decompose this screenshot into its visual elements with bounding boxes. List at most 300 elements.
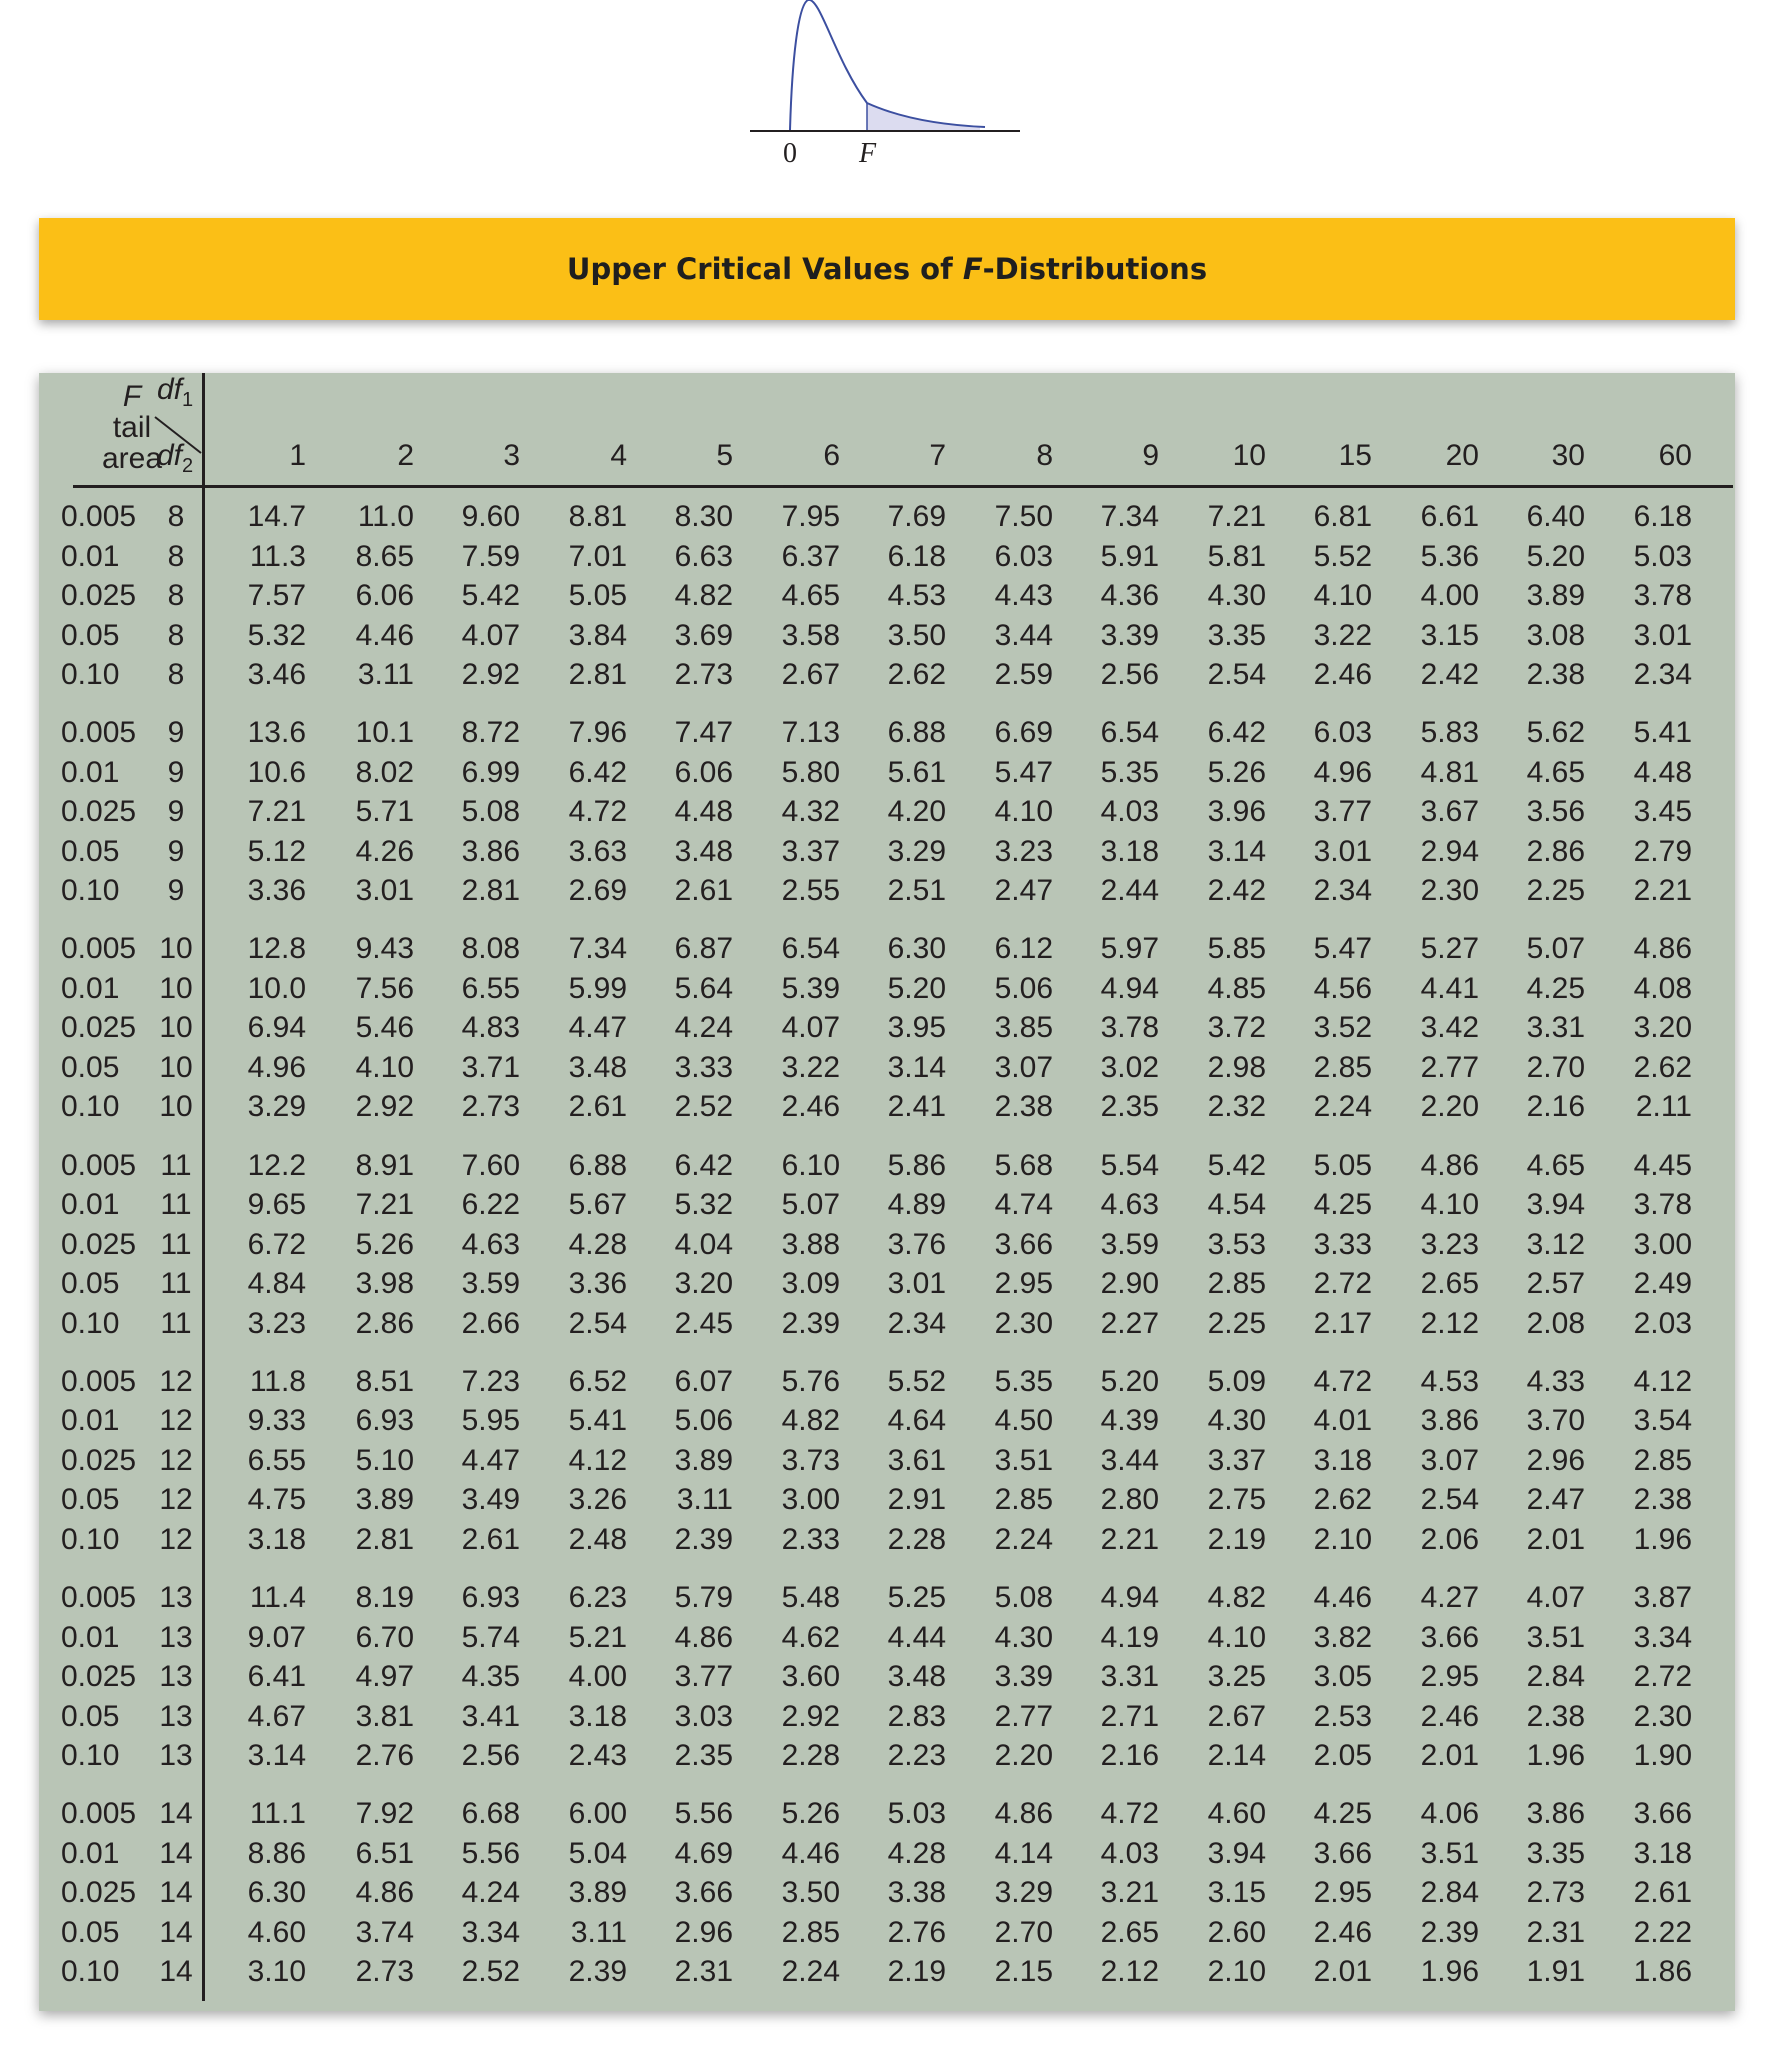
tail-area-cell: 0.10 bbox=[61, 1955, 120, 1989]
critical-value-cell: 7.47 bbox=[674, 716, 733, 750]
critical-value-cell: 5.52 bbox=[887, 1364, 946, 1398]
critical-value-cell: 2.32 bbox=[1207, 1090, 1266, 1124]
critical-value-cell: 2.44 bbox=[1100, 874, 1159, 908]
df2-cell: 10 bbox=[159, 932, 193, 966]
table-row bbox=[39, 1404, 1735, 1443]
critical-value-cell: 4.86 bbox=[1420, 1148, 1479, 1182]
df2-cell: 14 bbox=[159, 1915, 193, 1949]
critical-value-cell: 4.30 bbox=[1207, 579, 1266, 612]
critical-value-cell: 5.32 bbox=[247, 618, 306, 652]
critical-value-cell: 3.33 bbox=[1313, 1227, 1372, 1261]
critical-value-cell: 2.52 bbox=[674, 1090, 733, 1124]
critical-value-cell: 3.21 bbox=[1100, 1876, 1159, 1910]
critical-value-cell: 5.42 bbox=[461, 579, 520, 612]
df2-cell: 8 bbox=[167, 658, 185, 691]
critical-value-cell: 5.09 bbox=[1207, 1364, 1266, 1398]
critical-value-cell: 4.12 bbox=[1633, 1364, 1692, 1398]
tail-area-cell: 0.005 bbox=[61, 1797, 137, 1831]
critical-value-cell: 2.31 bbox=[674, 1955, 733, 1989]
critical-value-cell: 3.18 bbox=[568, 1699, 627, 1733]
critical-value-cell: 3.44 bbox=[994, 618, 1053, 652]
critical-value-cell: 2.61 bbox=[461, 1522, 520, 1556]
critical-value-cell: 3.01 bbox=[1633, 618, 1692, 652]
df2-cell: 13 bbox=[159, 1660, 193, 1693]
tail-area-cell: 0.005 bbox=[61, 500, 137, 533]
df1-header: $df_1$ bbox=[157, 373, 194, 411]
df2-cell: 8 bbox=[167, 579, 185, 612]
critical-value-cell: 3.20 bbox=[1633, 1011, 1692, 1045]
critical-value-cell: 3.35 bbox=[1207, 618, 1266, 652]
critical-value-cell: 6.55 bbox=[461, 971, 520, 1005]
df1-column-header: 20 bbox=[1445, 439, 1479, 472]
critical-value-cell: 5.62 bbox=[1526, 716, 1585, 750]
critical-value-cell: 4.74 bbox=[994, 1188, 1053, 1222]
critical-value-cell: 8.86 bbox=[247, 1836, 306, 1870]
critical-value-cell: 3.31 bbox=[1100, 1660, 1159, 1693]
critical-value-cell: 2.19 bbox=[887, 1955, 946, 1989]
tail-area-cell: 0.005 bbox=[61, 716, 137, 750]
critical-value-cell: 4.86 bbox=[674, 1620, 733, 1654]
critical-value-cell: 5.61 bbox=[887, 755, 946, 789]
critical-value-cell: 4.41 bbox=[1420, 971, 1479, 1005]
critical-value-cell: 4.30 bbox=[994, 1620, 1053, 1654]
tail-area-cell: 0.05 bbox=[61, 834, 120, 868]
table-row bbox=[39, 658, 1735, 697]
critical-value-cell: 2.21 bbox=[1100, 1522, 1159, 1556]
critical-value-cell: 7.34 bbox=[1100, 500, 1159, 533]
critical-value-cell: 4.28 bbox=[568, 1227, 627, 1261]
critical-value-cell: 4.46 bbox=[781, 1836, 840, 1870]
critical-value-cell: 5.26 bbox=[1207, 755, 1266, 789]
df2-cell: 13 bbox=[159, 1581, 193, 1614]
critical-value-cell: 2.15 bbox=[994, 1955, 1053, 1989]
critical-value-cell: 4.45 bbox=[1633, 1148, 1692, 1182]
critical-value-cell: 5.20 bbox=[1100, 1364, 1159, 1398]
critical-value-cell: 5.08 bbox=[994, 1581, 1053, 1614]
critical-value-cell: 3.86 bbox=[461, 834, 520, 868]
critical-value-cell: 2.65 bbox=[1100, 1915, 1159, 1949]
f-value-label: F bbox=[859, 138, 877, 169]
critical-value-cell: 3.00 bbox=[781, 1483, 840, 1517]
critical-value-cell: 2.61 bbox=[1633, 1876, 1692, 1910]
critical-value-cell: 6.40 bbox=[1526, 500, 1585, 533]
tail-area-cell: 0.025 bbox=[61, 579, 137, 612]
critical-value-cell: 2.34 bbox=[887, 1306, 946, 1340]
critical-value-cell: 7.01 bbox=[568, 539, 627, 573]
critical-value-cell: 7.21 bbox=[247, 795, 306, 829]
critical-value-cell: 1.90 bbox=[1633, 1739, 1692, 1772]
critical-value-cell: 2.41 bbox=[887, 1090, 946, 1124]
critical-value-cell: 3.23 bbox=[1420, 1227, 1479, 1261]
critical-value-cell: 3.07 bbox=[1420, 1443, 1479, 1477]
critical-value-cell: 5.07 bbox=[781, 1188, 840, 1222]
critical-value-cell: 3.96 bbox=[1207, 795, 1266, 829]
critical-value-cell: 3.66 bbox=[674, 1876, 733, 1910]
tail-area-cell: 0.025 bbox=[61, 1227, 137, 1261]
critical-value-cell: 8.65 bbox=[355, 539, 414, 573]
critical-value-cell: 2.95 bbox=[1420, 1660, 1479, 1693]
critical-value-cell: 2.03 bbox=[1633, 1306, 1692, 1340]
df2-cell: 10 bbox=[159, 1011, 193, 1045]
critical-value-cell: 4.50 bbox=[994, 1404, 1053, 1438]
critical-value-cell: 6.52 bbox=[568, 1364, 627, 1398]
critical-value-cell: 2.95 bbox=[1313, 1876, 1372, 1910]
table-row bbox=[39, 874, 1735, 913]
critical-value-cell: 3.05 bbox=[1313, 1660, 1372, 1693]
df2-cell: 9 bbox=[167, 755, 185, 789]
critical-value-cell: 4.35 bbox=[461, 1660, 520, 1693]
df1-column-header: 4 bbox=[610, 439, 627, 472]
critical-value-cell: 3.36 bbox=[568, 1267, 627, 1301]
critical-value-cell: 2.42 bbox=[1420, 658, 1479, 691]
critical-value-cell: 4.28 bbox=[887, 1836, 946, 1870]
critical-value-cell: 2.92 bbox=[355, 1090, 414, 1124]
tail-area-cell: 0.01 bbox=[61, 1404, 120, 1438]
critical-value-cell: 7.13 bbox=[781, 716, 840, 750]
critical-value-cell: 6.63 bbox=[674, 539, 733, 573]
critical-value-cell: 7.21 bbox=[355, 1188, 414, 1222]
critical-value-cell: 3.36 bbox=[247, 874, 306, 908]
critical-value-cell: 6.51 bbox=[355, 1836, 414, 1870]
critical-value-cell: 4.03 bbox=[1100, 1836, 1159, 1870]
critical-value-cell: 2.70 bbox=[994, 1915, 1053, 1949]
critical-value-cell: 3.86 bbox=[1420, 1404, 1479, 1438]
critical-value-cell: 2.47 bbox=[994, 874, 1053, 908]
critical-value-cell: 5.05 bbox=[1313, 1148, 1372, 1182]
tail-area-cell: 0.005 bbox=[61, 1581, 137, 1614]
critical-value-cell: 10.0 bbox=[247, 971, 306, 1005]
critical-value-cell: 6.03 bbox=[1313, 716, 1372, 750]
critical-value-cell: 6.42 bbox=[568, 755, 627, 789]
critical-value-cell: 4.85 bbox=[1207, 971, 1266, 1005]
critical-value-cell: 4.97 bbox=[355, 1660, 414, 1693]
critical-value-cell: 3.95 bbox=[887, 1011, 946, 1045]
critical-value-cell: 5.86 bbox=[887, 1148, 946, 1182]
critical-value-cell: 2.28 bbox=[887, 1522, 946, 1556]
critical-value-cell: 5.41 bbox=[1633, 716, 1692, 750]
critical-value-cell: 7.56 bbox=[355, 971, 414, 1005]
df2-cell: 13 bbox=[159, 1699, 193, 1733]
critical-value-cell: 4.10 bbox=[1420, 1188, 1479, 1222]
critical-value-cell: 9.60 bbox=[461, 500, 520, 533]
critical-value-cell: 2.12 bbox=[1100, 1955, 1159, 1989]
critical-value-cell: 2.96 bbox=[1526, 1443, 1585, 1477]
critical-value-cell: 3.29 bbox=[994, 1876, 1053, 1910]
critical-value-cell: 2.77 bbox=[994, 1699, 1053, 1733]
critical-value-cell: 3.45 bbox=[1633, 795, 1692, 829]
critical-value-cell: 2.77 bbox=[1420, 1050, 1479, 1084]
critical-value-cell: 8.51 bbox=[355, 1364, 414, 1398]
critical-value-cell: 10.6 bbox=[247, 755, 306, 789]
df1-column-header: 3 bbox=[503, 439, 520, 472]
table-row bbox=[39, 1581, 1735, 1620]
critical-value-cell: 4.81 bbox=[1420, 755, 1479, 789]
critical-value-cell: 1.96 bbox=[1633, 1522, 1692, 1556]
tail-area-cell: 0.10 bbox=[61, 1522, 120, 1556]
critical-value-cell: 3.52 bbox=[1313, 1011, 1372, 1045]
df2-cell: 12 bbox=[159, 1364, 193, 1398]
table-row bbox=[39, 1797, 1735, 1836]
critical-value-cell: 3.49 bbox=[461, 1483, 520, 1517]
critical-value-cell: 10.1 bbox=[355, 716, 414, 750]
critical-value-cell: 2.49 bbox=[1633, 1267, 1692, 1301]
table-row bbox=[39, 1051, 1735, 1090]
critical-value-cell: 5.95 bbox=[461, 1404, 520, 1438]
critical-value-cell: 5.47 bbox=[1313, 932, 1372, 966]
critical-value-cell: 2.06 bbox=[1420, 1522, 1479, 1556]
critical-value-cell: 2.47 bbox=[1526, 1483, 1585, 1517]
critical-value-cell: 12.8 bbox=[247, 932, 306, 966]
tail-area-cell: 0.10 bbox=[61, 874, 120, 908]
critical-value-cell: 5.25 bbox=[887, 1581, 946, 1614]
df1-column-header: 7 bbox=[929, 439, 946, 472]
critical-value-cell: 4.30 bbox=[1207, 1404, 1266, 1438]
critical-value-cell: 9.07 bbox=[247, 1620, 306, 1654]
critical-value-cell: 5.46 bbox=[355, 1011, 414, 1045]
critical-value-cell: 4.47 bbox=[461, 1443, 520, 1477]
critical-value-cell: 4.83 bbox=[461, 1011, 520, 1045]
critical-value-cell: 2.48 bbox=[568, 1522, 627, 1556]
table-row bbox=[39, 579, 1735, 618]
critical-value-cell: 2.01 bbox=[1420, 1739, 1479, 1772]
critical-value-cell: 2.54 bbox=[568, 1306, 627, 1340]
critical-value-cell: 3.37 bbox=[781, 834, 840, 868]
critical-value-cell: 7.57 bbox=[247, 579, 306, 612]
df2-cell: 9 bbox=[167, 874, 185, 908]
tail-symbol: F bbox=[122, 380, 142, 413]
critical-value-cell: 4.00 bbox=[568, 1660, 627, 1693]
df2-cell: 13 bbox=[159, 1739, 193, 1772]
critical-value-cell: 4.65 bbox=[1526, 755, 1585, 789]
tail-area-cell: 0.10 bbox=[61, 658, 120, 691]
critical-value-cell: 6.93 bbox=[355, 1404, 414, 1438]
df1-column-header: 5 bbox=[716, 439, 733, 472]
critical-value-cell: 2.83 bbox=[887, 1699, 946, 1733]
critical-value-cell: 6.72 bbox=[247, 1227, 306, 1261]
critical-value-cell: 3.71 bbox=[461, 1050, 520, 1084]
critical-value-cell: 11.0 bbox=[357, 500, 414, 533]
critical-value-cell: 4.54 bbox=[1207, 1188, 1266, 1222]
df2-cell: 11 bbox=[160, 1148, 192, 1182]
critical-value-cell: 2.42 bbox=[1207, 874, 1266, 908]
critical-value-cell: 2.80 bbox=[1100, 1483, 1159, 1517]
df2-cell: 10 bbox=[159, 1050, 193, 1084]
critical-value-cell: 5.54 bbox=[1100, 1148, 1159, 1182]
critical-value-cell: 5.35 bbox=[994, 1364, 1053, 1398]
critical-value-cell: 2.39 bbox=[1420, 1915, 1479, 1949]
df2-cell: 11 bbox=[160, 1188, 192, 1222]
critical-value-cell: 3.23 bbox=[994, 834, 1053, 868]
table-title bbox=[567, 252, 1207, 286]
critical-value-cell: 3.78 bbox=[1633, 579, 1692, 612]
critical-value-cell: 4.96 bbox=[247, 1050, 306, 1084]
critical-value-cell: 2.85 bbox=[781, 1915, 840, 1949]
critical-value-cell: 2.86 bbox=[355, 1306, 414, 1340]
tail-area-shade bbox=[867, 103, 980, 131]
critical-value-cell: 2.01 bbox=[1526, 1522, 1585, 1556]
critical-value-cell: 7.96 bbox=[568, 716, 627, 750]
df2-header: $df_2$ bbox=[157, 439, 194, 477]
critical-value-cell: 2.45 bbox=[674, 1306, 733, 1340]
critical-value-cell: 4.56 bbox=[1313, 971, 1372, 1005]
critical-value-cell: 1.91 bbox=[1526, 1955, 1585, 1989]
critical-value-cell: 2.46 bbox=[1313, 1915, 1372, 1949]
critical-value-cell: 2.39 bbox=[674, 1522, 733, 1556]
critical-value-cell: 3.89 bbox=[1526, 579, 1585, 612]
critical-value-cell: 2.71 bbox=[1100, 1699, 1159, 1733]
critical-value-cell: 2.27 bbox=[1100, 1306, 1159, 1340]
critical-value-cell: 2.14 bbox=[1207, 1739, 1266, 1772]
critical-value-cell: 2.60 bbox=[1207, 1915, 1266, 1949]
title-italic: F bbox=[962, 252, 983, 286]
critical-value-cell: 2.39 bbox=[781, 1306, 840, 1340]
critical-value-cell: 4.04 bbox=[674, 1227, 733, 1261]
critical-value-cell: 3.18 bbox=[1313, 1443, 1372, 1477]
critical-value-cell: 1.96 bbox=[1526, 1739, 1585, 1772]
df2-cell: 9 bbox=[167, 716, 185, 750]
df2-cell: 11 bbox=[160, 1267, 192, 1301]
table-row bbox=[39, 1876, 1735, 1915]
df2-cell: 11 bbox=[160, 1227, 192, 1261]
tail-area-cell: 0.05 bbox=[61, 1915, 120, 1949]
df2-cell: 12 bbox=[159, 1404, 193, 1438]
critical-value-cell: 7.34 bbox=[568, 932, 627, 966]
critical-value-cell: 4.47 bbox=[568, 1011, 627, 1045]
critical-value-cell: 4.89 bbox=[887, 1188, 946, 1222]
critical-value-cell: 2.85 bbox=[1207, 1267, 1266, 1301]
critical-value-cell: 2.81 bbox=[355, 1522, 414, 1556]
critical-value-cell: 5.67 bbox=[568, 1188, 627, 1222]
table-row bbox=[39, 1916, 1735, 1955]
critical-value-cell: 2.79 bbox=[1633, 834, 1692, 868]
df1-column-header: 15 bbox=[1338, 439, 1372, 472]
critical-value-cell: 2.34 bbox=[1313, 874, 1372, 908]
critical-value-cell: 2.61 bbox=[674, 874, 733, 908]
header-divider bbox=[73, 485, 1733, 488]
critical-value-cell: 4.94 bbox=[1100, 1581, 1159, 1614]
critical-value-cell: 3.60 bbox=[781, 1660, 840, 1693]
critical-value-cell: 2.91 bbox=[887, 1483, 946, 1517]
table-row bbox=[39, 795, 1735, 834]
critical-value-cell: 2.52 bbox=[461, 1955, 520, 1989]
critical-value-cell: 2.56 bbox=[1100, 658, 1159, 691]
critical-value-cell: 3.85 bbox=[994, 1011, 1053, 1045]
critical-value-cell: 3.89 bbox=[674, 1443, 733, 1477]
critical-value-cell: 2.19 bbox=[1207, 1522, 1266, 1556]
table-row bbox=[39, 619, 1735, 658]
critical-value-cell: 3.78 bbox=[1100, 1011, 1159, 1045]
critical-value-cell: 5.48 bbox=[781, 1581, 840, 1614]
critical-value-cell: 4.63 bbox=[1100, 1188, 1159, 1222]
critical-value-cell: 4.62 bbox=[781, 1620, 840, 1654]
tail-area-cell: 0.005 bbox=[61, 932, 137, 966]
critical-value-cell: 7.60 bbox=[461, 1148, 520, 1182]
critical-value-cell: 3.54 bbox=[1633, 1404, 1692, 1438]
critical-value-cell: 4.26 bbox=[355, 834, 414, 868]
critical-value-cell: 2.61 bbox=[568, 1090, 627, 1124]
critical-value-cell: 2.51 bbox=[887, 874, 946, 908]
critical-value-cell: 2.38 bbox=[1526, 658, 1585, 691]
critical-value-cell: 3.39 bbox=[1100, 618, 1159, 652]
critical-value-cell: 4.53 bbox=[887, 579, 946, 612]
critical-value-cell: 2.10 bbox=[1313, 1522, 1372, 1556]
critical-value-cell: 3.69 bbox=[674, 618, 733, 652]
critical-value-cell: 2.30 bbox=[1633, 1699, 1692, 1733]
critical-value-cell: 2.55 bbox=[781, 874, 840, 908]
critical-value-cell: 3.03 bbox=[674, 1699, 733, 1733]
critical-value-cell: 5.41 bbox=[568, 1404, 627, 1438]
critical-value-cell: 2.54 bbox=[1207, 658, 1266, 691]
critical-value-cell: 4.32 bbox=[781, 795, 840, 829]
table-row bbox=[39, 756, 1735, 795]
df2-cell: 12 bbox=[159, 1443, 193, 1477]
table-row bbox=[39, 1523, 1735, 1562]
table-row bbox=[39, 1228, 1735, 1267]
tail-area-cell: 0.005 bbox=[61, 1364, 137, 1398]
critical-value-cell: 8.30 bbox=[674, 500, 733, 533]
critical-value-cell: 3.38 bbox=[887, 1876, 946, 1910]
critical-value-cell: 6.00 bbox=[568, 1797, 627, 1831]
critical-value-cell: 4.10 bbox=[1207, 1620, 1266, 1654]
critical-value-cell: 2.24 bbox=[781, 1955, 840, 1989]
df2-cell: 14 bbox=[159, 1876, 193, 1910]
critical-value-cell: 5.06 bbox=[994, 971, 1053, 1005]
critical-value-cell: 3.01 bbox=[887, 1267, 946, 1301]
critical-value-cell: 2.81 bbox=[568, 658, 627, 691]
critical-value-cell: 1.96 bbox=[1420, 1955, 1479, 1989]
critical-value-cell: 2.59 bbox=[994, 658, 1053, 691]
critical-value-cell: 3.11 bbox=[676, 1483, 733, 1517]
critical-value-cell: 4.46 bbox=[1313, 1581, 1372, 1614]
critical-value-cell: 3.66 bbox=[994, 1227, 1053, 1261]
critical-value-cell: 3.33 bbox=[674, 1050, 733, 1084]
critical-value-cell: 3.50 bbox=[781, 1876, 840, 1910]
critical-value-cell: 4.44 bbox=[887, 1620, 946, 1654]
critical-value-cell: 3.87 bbox=[1633, 1581, 1692, 1614]
table-row bbox=[39, 1700, 1735, 1739]
tail-area-cell: 0.01 bbox=[61, 539, 120, 573]
critical-value-cell: 5.74 bbox=[461, 1620, 520, 1654]
critical-value-cell: 2.72 bbox=[1313, 1267, 1372, 1301]
critical-value-cell: 5.56 bbox=[674, 1797, 733, 1831]
critical-value-cell: 8.81 bbox=[568, 500, 627, 533]
critical-value-cell: 3.61 bbox=[887, 1443, 946, 1477]
critical-value-cell: 3.70 bbox=[1526, 1404, 1585, 1438]
tail-area-cell: 0.025 bbox=[61, 1660, 137, 1693]
critical-value-cell: 2.65 bbox=[1420, 1267, 1479, 1301]
critical-value-cell: 2.01 bbox=[1313, 1955, 1372, 1989]
critical-value-cell: 2.46 bbox=[1420, 1699, 1479, 1733]
critical-value-cell: 3.73 bbox=[781, 1443, 840, 1477]
critical-value-cell: 4.48 bbox=[674, 795, 733, 829]
critical-value-cell: 3.48 bbox=[674, 834, 733, 868]
critical-value-cell: 2.17 bbox=[1313, 1306, 1372, 1340]
critical-value-cell: 4.86 bbox=[355, 1876, 414, 1910]
df1-column-header: 30 bbox=[1551, 439, 1585, 472]
critical-value-cell: 4.39 bbox=[1100, 1404, 1159, 1438]
critical-value-cell: 2.73 bbox=[355, 1955, 414, 1989]
critical-value-cell: 4.63 bbox=[461, 1227, 520, 1261]
critical-value-cell: 3.18 bbox=[247, 1522, 306, 1556]
f-distribution-curve-graphic bbox=[740, 0, 1040, 178]
df1-column-header: 10 bbox=[1232, 439, 1266, 472]
critical-value-cell: 3.50 bbox=[887, 618, 946, 652]
critical-value-cell: 2.24 bbox=[994, 1522, 1053, 1556]
critical-value-cell: 3.66 bbox=[1313, 1836, 1372, 1870]
critical-value-cell: 5.99 bbox=[568, 971, 627, 1005]
critical-value-cell: 2.25 bbox=[1526, 874, 1585, 908]
df2-cell: 9 bbox=[167, 795, 185, 829]
